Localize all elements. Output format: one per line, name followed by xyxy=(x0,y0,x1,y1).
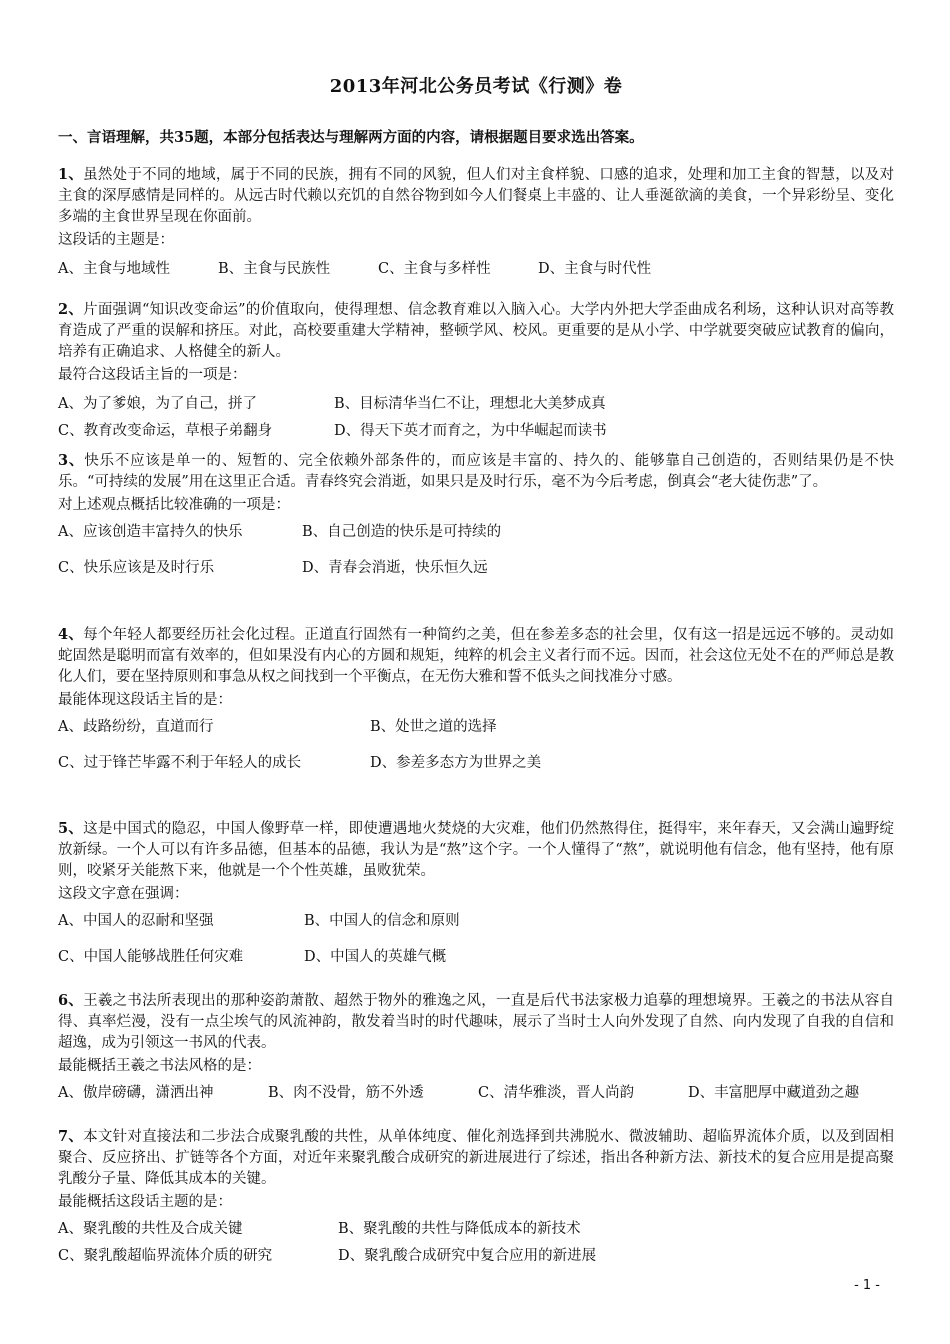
question-stem: 5、这是中国式的隐忍，中国人像野草一样，即使遭遇地火焚烧的大灾难，他们仍然熬得住，挺得牢，来年春天，又会满山遍野绽放新绿。一个人可以有许多品德，但基本的品德，我认为是“熬”这个字。一个人懂得了“熬”，就说明他有信念，他有坚持，他有原则，咬紧牙关能熬下来，他就是一个个性英雄，虽败犹荣。 xyxy=(58,820,894,879)
option-d[interactable]: D、聚乳酸合成研究中复合应用的新进展 xyxy=(338,1248,597,1264)
question-2 xyxy=(58,299,894,442)
question-stem: 3、快乐不应该是单一的、短暂的、完全依赖外部条件的，而应该是丰富的、持久的、能够靠自己创造的，否则结果仍是不快乐。“可持续的发展”用在这里正合适。青春终究会消逝，如果只是及时行乐，毫不为今后考虑，倒真会“老大徒伤悲”了。 xyxy=(58,452,894,490)
question-number: 2、 xyxy=(58,301,84,318)
option-a[interactable]: A、聚乳酸的共性及合成关键 xyxy=(58,1221,243,1237)
options-row xyxy=(58,394,894,415)
option-d[interactable]: D、青春会消逝，快乐恒久远 xyxy=(302,560,488,576)
option-c[interactable]: C、快乐应该是及时行乐 xyxy=(58,560,215,576)
options-row xyxy=(58,558,894,579)
question-number: 7、 xyxy=(58,1128,84,1145)
option-c[interactable]: C、聚乳酸超临界流体介质的研究 xyxy=(58,1248,273,1264)
option-b[interactable]: B、目标清华当仁不让，理想北大美梦成真 xyxy=(334,396,606,412)
question-stem: 1、虽然处于不同的地域，属于不同的民族，拥有不同的风貌，但人们对主食样貌、口感的追求，处理和加工主食的智慧，以及对主食的深厚感情是同样的。从远古时代赖以充饥的自然谷物到如今人们餐桌上丰盛的、让人垂涎欲滴的美食，一个异彩纷呈、变化多端的主食世界呈现在你面前。 xyxy=(58,166,894,225)
options-row xyxy=(58,1219,894,1240)
question-prompt: 最能概括王羲之书法风格的是： xyxy=(58,1058,261,1074)
option-a[interactable]: A、主食与地域性 xyxy=(58,261,170,277)
question-3 xyxy=(58,450,894,579)
page-number: - 1 - xyxy=(854,1278,880,1293)
option-b[interactable]: B、中国人的信念和原则 xyxy=(304,913,460,929)
options-row xyxy=(58,911,894,932)
option-c[interactable]: C、教育改变命运，草根子弟翻身 xyxy=(58,423,273,439)
option-d[interactable]: D、得天下英才而育之，为中华崛起而读书 xyxy=(334,423,607,439)
option-a[interactable]: A、歧路纷纷，直道而行 xyxy=(58,719,214,735)
question-prompt: 这段文字意在强调： xyxy=(58,886,189,902)
question-number: 5、 xyxy=(58,820,84,837)
question-1 xyxy=(58,164,894,280)
option-d[interactable]: D、主食与时代性 xyxy=(538,261,652,277)
option-c[interactable]: C、清华雅淡，晋人尚韵 xyxy=(478,1085,635,1101)
question-prompt: 最符合这段话主旨的一项是： xyxy=(58,367,247,383)
option-b[interactable]: B、肉不没骨，筋不外透 xyxy=(268,1085,424,1101)
question-5 xyxy=(58,818,894,968)
option-d[interactable]: D、丰富肥厚中藏道劲之趣 xyxy=(688,1085,860,1101)
options-row xyxy=(58,717,894,738)
question-stem: 2、片面强调“知识改变命运”的价值取向，使得理想、信念教育难以入脑入心。大学内外把大学歪曲成名利场，这种认识对高等教育造成了严重的误解和挤压。对此，高校要重建大学精神，整顿学风、校风。更重要的是从小学、中学就要突破应试教育的偏向，培养有正确追求、人格健全的新人。 xyxy=(58,301,895,360)
option-b[interactable]: B、主食与民族性 xyxy=(218,261,331,277)
option-b[interactable]: B、处世之道的选择 xyxy=(370,719,497,735)
question-prompt: 最能体现这段话主旨的是： xyxy=(58,692,232,708)
question-7 xyxy=(58,1126,894,1267)
option-c[interactable]: C、主食与多样性 xyxy=(378,261,491,277)
question-stem: 4、每个年轻人都要经历社会化过程。正道直行固然有一种简约之美，但在参差多态的社会里，仅有这一招是远远不够的。灵动如蛇固然是聪明而富有效率的，但如果没有内心的方圆和规矩，纯粹的机会主义者行而不远。因而，社会这位无处不在的严师总是教化人们，要在坚持原则和事急从权之间找到一个平衡点，在无伤大雅和誓不低头之间找准分寸感。 xyxy=(58,626,894,685)
question-4 xyxy=(58,624,894,774)
page-title: 2013年河北公务员考试《行测》卷 xyxy=(329,76,623,97)
option-b[interactable]: B、聚乳酸的共性与降低成本的新技术 xyxy=(338,1221,581,1237)
option-a[interactable]: A、应该创造丰富持久的快乐 xyxy=(58,524,243,540)
question-number: 6、 xyxy=(58,992,84,1009)
question-stem: 6、王羲之书法所表现出的那种姿韵萧散、超然于物外的雅逸之风，一直是后代书法家极力追摹的理想境界。王羲之的书法从容自得、真率烂漫，没有一点尘埃气的风流神韵，散发着当时的时代趣味，展示了当时士人向外发现了自然、向内发现了自我的自信和超逸，成为引领这一书风的代表。 xyxy=(58,992,894,1051)
question-6 xyxy=(58,990,894,1104)
options-row xyxy=(58,947,894,968)
option-c[interactable]: C、过于锋芒毕露不利于年轻人的成长 xyxy=(58,755,302,771)
question-number: 3、 xyxy=(58,452,85,469)
question-stem: 7、本文针对直接法和二步法合成聚乳酸的共性，从单体纯度、催化剂选择到共沸脱水、微波辅助、超临界流体介质，以及到固相聚合、反应挤出、扩链等各个方面，对近年来聚乳酸合成研究的新进展进行了综述，指出各种新方法、新技术的复合应用是提高聚乳酸分子量、降低其成本的关键。 xyxy=(58,1128,894,1187)
option-a[interactable]: A、傲岸磅礴，潇洒出神 xyxy=(58,1085,214,1101)
option-a[interactable]: A、为了爹娘，为了自己，拼了 xyxy=(58,396,257,412)
option-d[interactable]: D、中国人的英雄气概 xyxy=(304,949,447,965)
section-heading: 一、言语理解，共35题，本部分包括表达与理解两方面的内容，请根据题目要求选出答案。 xyxy=(58,129,644,146)
options-row xyxy=(58,522,894,543)
question-number: 4、 xyxy=(58,626,84,643)
option-c[interactable]: C、中国人能够战胜任何灾难 xyxy=(58,949,244,965)
question-prompt: 最能概括这段话主题的是： xyxy=(58,1194,232,1210)
question-number: 1、 xyxy=(58,166,84,183)
options-row xyxy=(58,1246,894,1267)
options-row xyxy=(58,421,894,442)
options-row xyxy=(58,753,894,774)
options-row xyxy=(58,1083,894,1104)
question-prompt: 对上述观点概括比较准确的一项是： xyxy=(58,497,290,513)
options-row xyxy=(58,259,894,280)
option-d[interactable]: D、参差多态方为世界之美 xyxy=(370,755,542,771)
question-prompt: 这段话的主题是： xyxy=(58,232,174,248)
option-b[interactable]: B、自己创造的快乐是可持续的 xyxy=(302,524,502,540)
option-a[interactable]: A、中国人的忍耐和坚强 xyxy=(58,913,214,929)
